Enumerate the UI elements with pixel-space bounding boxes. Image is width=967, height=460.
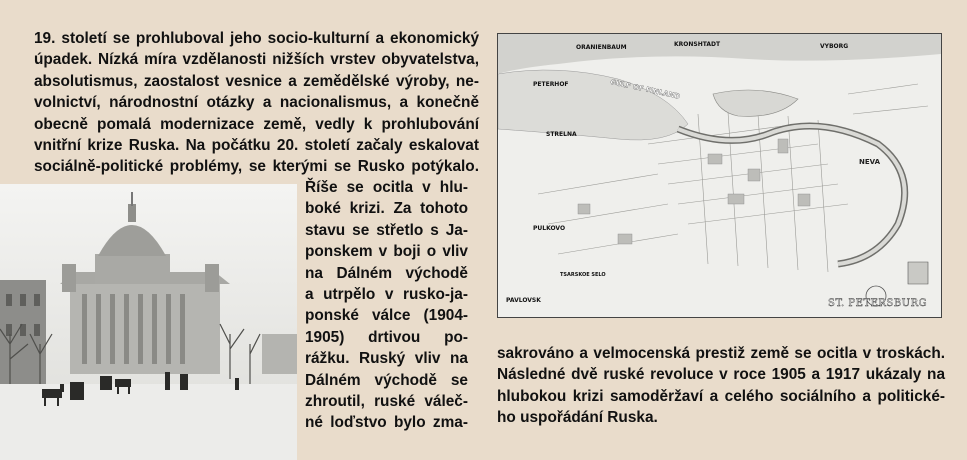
cathedral-illustration xyxy=(0,184,297,460)
text-line: stavu se střetlo s Ja- xyxy=(305,221,468,239)
paragraph-column xyxy=(305,177,468,434)
paragraph-top xyxy=(34,28,479,178)
map-title-st-petersburg: ST. PETERSBURG xyxy=(828,298,928,309)
map-label-oranienbaum: ORANIENBAUM xyxy=(576,44,627,51)
text-line: ho uspořádání Ruska. xyxy=(497,409,658,427)
paragraph-right xyxy=(497,343,945,429)
map-label-tsarskoe: TSARSKOE SELO xyxy=(560,272,606,278)
historic-photo-cathedral xyxy=(0,184,297,460)
text-line: 19. století se prohluboval jeho socio-kulturní a ekonomický xyxy=(34,30,479,47)
text-line: na Dálném východě xyxy=(305,264,468,282)
map-label-strelna: STRELNA xyxy=(546,131,577,138)
text-line: ponskem v boji o vliv xyxy=(305,243,468,261)
text-line: volnictví, národnostní otázky a nacionalismus, a konečně xyxy=(34,94,479,112)
map-label-peterhof: PETERHOF xyxy=(533,81,569,88)
text-line: sakrováno a velmocenská prestiž země se ocitla v troskách. xyxy=(497,345,945,362)
map-label-vyborg: VYBORG xyxy=(820,43,849,50)
map-label-pavlovsk: PAVLOVSK xyxy=(506,297,541,304)
text-line: zhroutil, ruské váleč- xyxy=(305,393,468,411)
text-line: ponské válce (1904- xyxy=(305,307,468,325)
map-label-gulf: GULF OF FINLAND xyxy=(609,78,681,101)
text-line: Následné dvě ruské revoluce v roce 1905 a 1917 ukázaly na xyxy=(497,366,945,384)
city-map-illustration xyxy=(498,34,941,317)
text-line: né loďstvo bylo zma- xyxy=(305,414,468,432)
text-line: Říše se ocitla v hlu- xyxy=(305,179,468,196)
text-line: rážku. Ruský vliv na xyxy=(305,350,468,368)
text-line: absolutismus, zaostalost vesnice a zemědělské výroby, ne- xyxy=(34,72,479,90)
text-line: hlubokou krizi samoděržaví a celého sociálního a politické- xyxy=(497,387,945,405)
map-label-kronshtadt: KRONSHTADT xyxy=(674,41,721,48)
text-line: a utrpělo v rusko-ja- xyxy=(305,286,468,304)
text-line: vnitřní krize Ruska. Na počátku 20. století začaly eskalovat xyxy=(34,137,479,155)
text-line: Dálném východě se xyxy=(305,371,468,389)
map-label-pulkovo: PULKOVO xyxy=(533,225,566,232)
text-line: boké krizi. Za tohoto xyxy=(305,200,468,218)
text-line: obecně pomalá modernizace země, vedly k prohlubování xyxy=(34,115,479,133)
map-st-petersburg xyxy=(497,33,942,318)
text-line: sociálně-politické problémy, se kterými se Rusko potýkalo. xyxy=(34,158,479,176)
text-line: úpadek. Nízká míra vzdělanosti nižších vrstev obyvatelstva, xyxy=(34,51,479,69)
map-label-neva: NEVA xyxy=(859,158,880,166)
text-line: 1905) drtivou po- xyxy=(305,328,468,346)
